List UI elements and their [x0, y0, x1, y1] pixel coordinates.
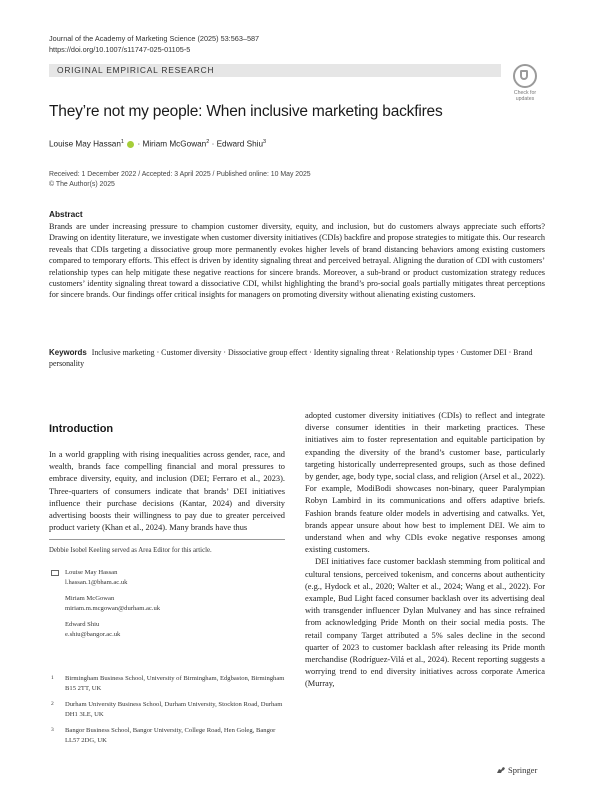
contact-entry: [65, 620, 285, 639]
contact-name: Edward Shiu: [65, 621, 100, 629]
introduction-heading: Introduction: [49, 423, 114, 435]
left-column: [49, 449, 285, 534]
editor-note: Debbie Isobel Keeling served as Area Editor for this article.: [49, 547, 212, 554]
article-title: They’re not my people: When inclusive marketing backfires: [49, 103, 443, 120]
intro-paragraph: In a world grappling with rising inequalities across gender, race, and wealth, brands face compelling financial and moral pressures to embrace diversity, equity, and inclusion (DEI; Ferraro et al., 2023). Three-quarters of consumers indicate that brands’ DEI initiatives influence their purchase decisions (Kantar, 2024) and diversity advertising boosts their willingness to pay due to greater perceived product variety (Khan et al., 2024). Many brands have thus: [49, 450, 285, 533]
affiliation-text: Birmingham Business School, University of Birmingham, Edgbaston, Birmingham B15 2TT, UK: [65, 675, 285, 692]
email-icon: [51, 570, 59, 576]
contact-entry: [65, 594, 285, 613]
contact-list: [65, 568, 285, 647]
right-column: [305, 410, 545, 691]
doi-link[interactable]: https://doi.org/10.1007/s11747-025-01105-5: [49, 45, 191, 54]
keywords: [49, 347, 545, 369]
check-for-updates-badge[interactable]: [511, 64, 539, 102]
badge-label-1: Check for: [513, 90, 537, 96]
footnote-divider: [49, 539, 285, 540]
affiliation-text: Bangor Business School, Bangor University, College Road, Hen Goleg, Bangor LL57 2DG, UK: [65, 727, 276, 744]
contact-email[interactable]: miriam.m.mcgowan@durham.ac.uk: [65, 604, 161, 612]
publisher-logo: [496, 765, 537, 775]
springer-horse-icon: [496, 766, 506, 774]
affiliation-number: 2: [51, 701, 54, 707]
copyright: © The Author(s) 2025: [49, 181, 115, 188]
intro-paragraph: DEI initiatives face customer backlash stemming from political and cultural tensions, perceived tokenism, and concerns about authenticity (e.g., Hydock et al., 2020; Walter et al., 2024; Wang et al., 2022). For example, Bud Light faced consumer backlash over its advertising deal with transgender influencer Dylan Mulvaney and has since refrained from acknowledging Pride Month on their social media posts. The retail company Target attributed a 5% sales decline in the second quarter of 2023 to customer backlash after releasing its Pride month merchandise (Rodríguez-Vilá et al., 2024). Recent reporting suggests a worrying trend to end diversity initiatives across corporate America (Murray,: [305, 557, 545, 689]
bookmark-icon: [513, 64, 537, 88]
author-affiliation-mark: 3: [263, 139, 267, 145]
author-name[interactable]: Louise May Hassan: [49, 139, 121, 149]
contact-name: Miriam McGowan: [65, 595, 115, 603]
contact-name: Louise May Hassan: [65, 569, 118, 576]
article-type-label: ORIGINAL EMPIRICAL RESEARCH: [57, 65, 215, 75]
publisher-name: Springer: [508, 765, 538, 775]
history-dates: Received: 1 December 2022 / Accepted: 3 April 2025 / Published online: 10 May 2025: [49, 171, 311, 178]
author-list: Louise May Hassan$^1$ · Miriam McGowan$^2$ · Edward Shiu$^3$: [49, 139, 267, 149]
journal-citation: Journal of the Academy of Marketing Science (2025) 53:563–587: [49, 34, 260, 43]
contact-entry: [65, 568, 285, 587]
keywords-list: Inclusive marketing · Customer diversity · Dissociative group effect · Identity signaling threat · Relationship types · Customer DEI · Brand personality: [49, 348, 533, 368]
affiliation-text: Durham University Business School, Durham University, Stockton Road, Durham DH1 3LE, UK: [65, 701, 283, 718]
contact-email[interactable]: l.hassan.1@bham.ac.uk: [65, 578, 128, 586]
affiliation-number: 1: [51, 675, 54, 681]
journal-header: [49, 33, 259, 55]
article-type-banner: [49, 64, 501, 77]
author-name[interactable]: Miriam McGowan: [142, 139, 207, 149]
author-affiliation-mark: 1: [120, 139, 124, 145]
contact-email[interactable]: e.shiu@bangor.ac.uk: [65, 630, 121, 638]
abstract-text: Brands are under increasing pressure to champion customer diversity, equity, and inclusion, but do customers always appreciate such efforts? Drawing on identity literature, we investigate when customer diversity initiatives (CDIs) backfire and propose strategies to mitigate this. Our research reveals that CDIs targeting a dissociative group more permanently evokes higher levels of brand distancing behaviors among existing customers compared to temporary efforts. This effect is driven by identity signaling threat and perceived betrayal. Aligning the duration of CDI with customers’ relationship types can help mitigate these negative reactions for sincere brands. Moreover, a sub-brand or product customization strategy reduces customers’ identity signaling threat toward a dissociative CDI, whilst highlighting the brand’s pro-social goals partially mitigates threat perceptions for sincere brands. Our findings offer critical insights for managers on promoting diversity without alienating existing customers.: [49, 222, 545, 300]
intro-paragraph: adopted customer diversity initiatives (CDIs) to reflect and integrate diverse consumer identities in their marketing practices. These initiatives aim to foster representation and equitable participation by expanding the diversity of the brand’s customer base, particularly targeting historically underrepresented groups, such as those defined by gender, age, body type, social class, and religion (Arsel et al., 2022). For example, ModiBodi showcases non-binary, queer Paralympian Robyn Lambird in its communications and offers adaptive briefs. Fashion brands feature older models in advertising and catwalks. Yet, brands appear unsure about how best to implement DEI. We aim to understand when and why CDIs evoke negative responses among existing customers.: [305, 411, 545, 555]
badge-label-2: updates: [515, 96, 535, 102]
author-affiliation-mark: 2: [206, 139, 210, 145]
keywords-heading: Keywords: [49, 348, 87, 357]
article-dates: [49, 170, 311, 190]
orcid-icon[interactable]: [127, 141, 134, 148]
affiliation-number: 3: [51, 727, 54, 733]
abstract-heading: Abstract: [49, 209, 83, 219]
author-name[interactable]: Edward Shiu: [216, 139, 264, 149]
